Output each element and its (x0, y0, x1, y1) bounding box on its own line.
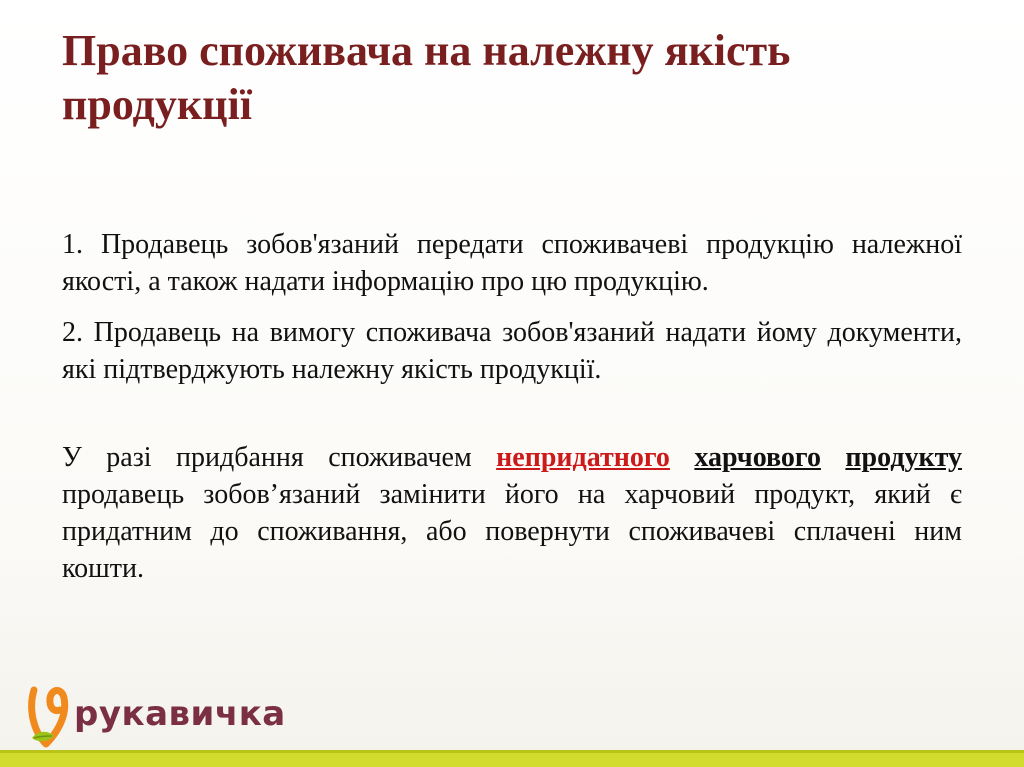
emphasis-space-2 (821, 442, 845, 473)
paragraph-1: 1. Продавець зобов'язаний передати споживачеві продукцію належної якості, а також надати інформацію про цю продукцію. (62, 229, 962, 297)
emphasis-unfit: непридатного (496, 442, 670, 473)
footer-accent-bar (0, 750, 1024, 767)
paragraph-3-part-1: У разі придбання споживачем (62, 442, 497, 473)
emphasis-product: продукту (845, 442, 963, 473)
logo-wordmark: рукавичка (74, 694, 286, 734)
emphasis-food: харчового (694, 442, 821, 473)
paragraph-3-part-2: продавець зобов’язаний замінити його на харчовий продукт, який є придатним до споживання, або повернути споживачеві сплачені ним кошти. (62, 479, 962, 584)
paragraph-3 (62, 439, 962, 587)
brand-logo (24, 680, 284, 750)
slide-title: Право споживача на належну якість продукції (62, 26, 791, 129)
slide-content (62, 226, 962, 587)
paragraph-2: 2. Продавець на вимогу споживача зобов'язаний надати йому документи, які підтверджують належну якість продукції. (62, 317, 962, 385)
emphasis-space-1 (670, 442, 694, 473)
